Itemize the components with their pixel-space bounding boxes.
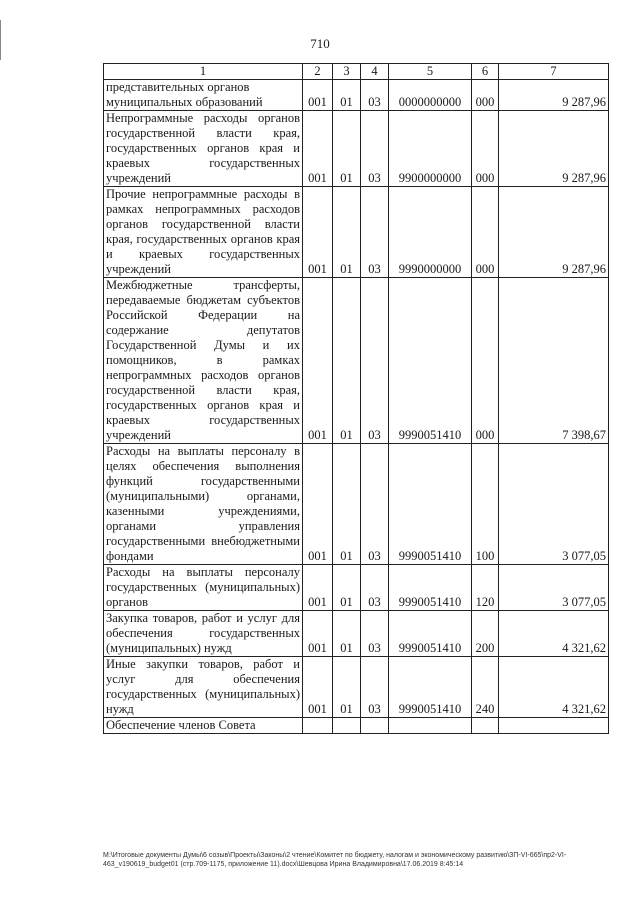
code-col-4: [361, 718, 389, 734]
column-header-1: 1: [104, 64, 303, 80]
amount: 4 321,62: [499, 611, 609, 657]
table-row: [104, 187, 609, 278]
code-col-4: 03: [361, 565, 389, 611]
column-header-5: 5: [389, 64, 472, 80]
code-col-2: [303, 718, 333, 734]
code-col-5: 9990051410: [389, 565, 472, 611]
expense-name: Обеспечение членов Совета: [104, 718, 303, 734]
table-row: [104, 611, 609, 657]
code-col-6: 000: [472, 111, 499, 187]
amount: [499, 718, 609, 734]
code-col-2: 001: [303, 565, 333, 611]
amount: 3 077,05: [499, 444, 609, 565]
code-col-6: 120: [472, 565, 499, 611]
code-col-3: 01: [333, 278, 361, 444]
code-col-4: 03: [361, 278, 389, 444]
column-header-4: 4: [361, 64, 389, 80]
footer-file-path: M:\Итоговые документы Думы\6 созыв\Проекты\Законы\2 чтение\Комитет по бюджету, налогам и экономическому развитию\ЗП-VI-665\пр2-VI-463_v190619_budget01 (стр.709-1175, приложение 11).docx\Шевцова Ирина Владимировна\17.06.2019 8:45:14: [103, 852, 567, 868]
table-row: [104, 565, 609, 611]
table-row: [104, 278, 609, 444]
code-col-4: 03: [361, 111, 389, 187]
code-col-6: 200: [472, 611, 499, 657]
code-col-4: 03: [361, 611, 389, 657]
table-row: [104, 657, 609, 718]
code-col-5: 9990000000: [389, 187, 472, 278]
code-col-2: 001: [303, 278, 333, 444]
code-col-3: 01: [333, 657, 361, 718]
code-col-5: 9990051410: [389, 444, 472, 565]
code-col-5: 9990051410: [389, 278, 472, 444]
amount: 9 287,96: [499, 187, 609, 278]
code-col-3: 01: [333, 111, 361, 187]
code-col-6: 000: [472, 80, 499, 111]
code-col-2: 001: [303, 80, 333, 111]
code-col-5: 9900000000: [389, 111, 472, 187]
code-col-5: 9990051410: [389, 611, 472, 657]
code-col-2: 001: [303, 444, 333, 565]
code-col-4: 03: [361, 80, 389, 111]
code-col-3: [333, 718, 361, 734]
code-col-5: 9990051410: [389, 657, 472, 718]
code-col-4: 03: [361, 657, 389, 718]
code-col-4: 03: [361, 444, 389, 565]
expense-name: Закупка товаров, работ и услуг для обеспечения государственных (муниципальных) нужд: [104, 611, 303, 657]
column-header-6: 6: [472, 64, 499, 80]
table-header-row: [104, 64, 609, 80]
budget-table: [103, 63, 609, 734]
amount: 3 077,05: [499, 565, 609, 611]
table-row: [104, 444, 609, 565]
column-header-3: 3: [333, 64, 361, 80]
expense-name: Межбюджетные трансферты, передаваемые бюджетам субъектов Российской Федерации на содержание депутатов Государственной Думы и их помощников, в рамках непрограммных расходов органов государственной власти края, государственных органов края и краевых государственных учреждений: [104, 278, 303, 444]
amount: 7 398,67: [499, 278, 609, 444]
expense-name: Расходы на выплаты персоналу государственных (муниципальных) органов: [104, 565, 303, 611]
expense-name: Иные закупки товаров, работ и услуг для обеспечения государственных (муниципальных) нужд: [104, 657, 303, 718]
table-row: [104, 80, 609, 111]
code-col-5: 0000000000: [389, 80, 472, 111]
expense-name: Расходы на выплаты персоналу в целях обеспечения выполнения функций государственными (муниципальными) органами, казенными учреждениями, органами управления государственными внебюджетными фондами: [104, 444, 303, 565]
code-col-3: 01: [333, 80, 361, 111]
code-col-2: 001: [303, 611, 333, 657]
expense-name: представительных органов муниципальных образований: [104, 80, 303, 111]
code-col-3: 01: [333, 444, 361, 565]
amount: 9 287,96: [499, 111, 609, 187]
code-col-6: [472, 718, 499, 734]
table-row: [104, 111, 609, 187]
code-col-6: 000: [472, 187, 499, 278]
code-col-6: 000: [472, 278, 499, 444]
expense-name: Непрограммные расходы органов государственной власти края, государственных органов края и краевых государственных учреждений: [104, 111, 303, 187]
amount: 4 321,62: [499, 657, 609, 718]
table-row: [104, 718, 609, 734]
code-col-3: 01: [333, 187, 361, 278]
page-number: 710: [310, 36, 330, 51]
code-col-3: 01: [333, 565, 361, 611]
column-header-7: 7: [499, 64, 609, 80]
expense-name: Прочие непрограммные расходы в рамках непрограммных расходов органов государственной власти края, государственных органов края и краевых государственных учреждений: [104, 187, 303, 278]
code-col-5: [389, 718, 472, 734]
code-col-4: 03: [361, 187, 389, 278]
code-col-3: 01: [333, 611, 361, 657]
code-col-6: 240: [472, 657, 499, 718]
code-col-6: 100: [472, 444, 499, 565]
column-header-2: 2: [303, 64, 333, 80]
code-col-2: 001: [303, 657, 333, 718]
code-col-2: 001: [303, 187, 333, 278]
amount: 9 287,96: [499, 80, 609, 111]
code-col-2: 001: [303, 111, 333, 187]
